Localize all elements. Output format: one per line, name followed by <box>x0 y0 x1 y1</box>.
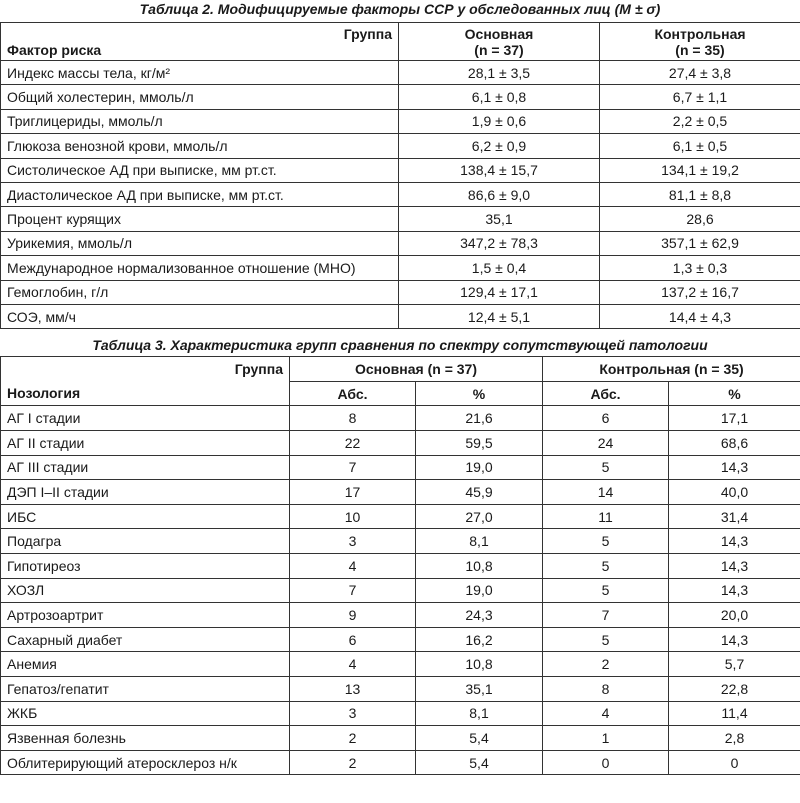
control-abs-value: 5 <box>543 455 669 480</box>
control-abs-value: 5 <box>543 529 669 554</box>
control-abs-value: 5 <box>543 578 669 603</box>
table2-col-main-title: Основная <box>464 25 534 42</box>
risk-factor-cell: СОЭ, мм/ч <box>1 304 399 328</box>
table-row <box>1 504 800 529</box>
table-row <box>1 455 800 480</box>
table-row <box>1 256 800 280</box>
table-row <box>1 726 800 751</box>
main-group-value: 6,1 ± 0,8 <box>399 85 600 109</box>
nosology-cell: АГ I стадии <box>1 406 290 431</box>
table2-col-control-title: Контрольная <box>654 25 746 42</box>
table-row <box>1 158 800 182</box>
table-row <box>1 182 800 206</box>
control-pct-value: 14,3 <box>669 455 800 480</box>
main-abs-value: 8 <box>290 406 416 431</box>
table-row <box>1 207 800 231</box>
table2-title: Таблица 2. Модифицируемые факторы ССР у обследованных лиц (M ± σ) <box>139 1 661 17</box>
control-pct-value: 14,3 <box>669 529 800 554</box>
control-abs-value: 8 <box>543 677 669 702</box>
control-pct-value: 0 <box>669 750 800 775</box>
main-abs-value: 10 <box>290 504 416 529</box>
main-pct-value: 27,0 <box>416 504 543 529</box>
main-pct-value: 16,2 <box>416 627 543 652</box>
nosology-cell: ЖКБ <box>1 701 290 726</box>
table-row <box>1 701 800 726</box>
main-abs-value: 7 <box>290 455 416 480</box>
risk-factor-cell: Глюкоза венозной крови, ммоль/л <box>1 134 399 158</box>
main-abs-value: 7 <box>290 578 416 603</box>
main-abs-value: 6 <box>290 627 416 652</box>
nosology-cell: ИБС <box>1 504 290 529</box>
table-row <box>1 554 800 579</box>
table3-header-row-2 <box>1 381 800 406</box>
nosology-cell: Анемия <box>1 652 290 677</box>
control-group-value: 27,4 ± 3,8 <box>600 61 800 85</box>
table2-col-control-n: (n = 35) <box>675 41 725 58</box>
table2-factor-label: Фактор риска <box>7 42 102 58</box>
nosology-cell: ХОЗЛ <box>1 578 290 603</box>
control-abs-value: 0 <box>543 750 669 775</box>
table-row <box>1 677 800 702</box>
nosology-cell: АГ III стадии <box>1 455 290 480</box>
nosology-cell: Облитерирующий атеросклероз н/к <box>1 750 290 775</box>
table3-main-pct-header: % <box>416 381 543 406</box>
control-pct-value: 14,3 <box>669 578 800 603</box>
control-abs-value: 24 <box>543 431 669 456</box>
control-pct-value: 68,6 <box>669 431 800 456</box>
nosology-cell: Подагра <box>1 529 290 554</box>
table2-col-main-n: (n = 37) <box>474 41 524 58</box>
nosology-cell: Гипотиреоз <box>1 554 290 579</box>
main-pct-value: 5,4 <box>416 750 543 775</box>
main-pct-value: 8,1 <box>416 701 543 726</box>
risk-factor-cell: Международное нормализованное отношение (МНО) <box>1 256 399 280</box>
control-pct-value: 14,3 <box>669 627 800 652</box>
control-group-value: 357,1 ± 62,9 <box>600 231 800 255</box>
table2-header-row <box>1 23 800 61</box>
main-pct-value: 35,1 <box>416 677 543 702</box>
main-pct-value: 59,5 <box>416 431 543 456</box>
main-pct-value: 10,8 <box>416 554 543 579</box>
table-row <box>1 652 800 677</box>
risk-factor-cell: Процент курящих <box>1 207 399 231</box>
risk-factor-cell: Общий холестерин, ммоль/л <box>1 85 399 109</box>
control-abs-value: 5 <box>543 627 669 652</box>
table-row <box>1 406 800 431</box>
main-group-value: 6,2 ± 0,9 <box>399 134 600 158</box>
control-abs-value: 14 <box>543 480 669 505</box>
risk-factor-cell: Систолическое АД при выписке, мм рт.ст. <box>1 158 399 182</box>
main-pct-value: 19,0 <box>416 578 543 603</box>
risk-factor-cell: Урикемия, ммоль/л <box>1 231 399 255</box>
table-row <box>1 85 800 109</box>
nosology-cell: Гепатоз/гепатит <box>1 677 290 702</box>
main-group-value: 1,9 ± 0,6 <box>399 109 600 133</box>
control-abs-value: 5 <box>543 554 669 579</box>
control-abs-value: 11 <box>543 504 669 529</box>
risk-factor-cell: Диастолическое АД при выписке, мм рт.ст. <box>1 182 399 206</box>
main-abs-value: 2 <box>290 750 416 775</box>
control-pct-value: 22,8 <box>669 677 800 702</box>
main-group-value: 35,1 <box>399 207 600 231</box>
table-row <box>1 431 800 456</box>
table-row <box>1 627 800 652</box>
table2-corner-header <box>1 23 399 61</box>
main-group-value: 12,4 ± 5,1 <box>399 304 600 328</box>
table3-control-abs-header: Абс. <box>543 381 669 406</box>
main-abs-value: 13 <box>290 677 416 702</box>
table-row <box>1 750 800 775</box>
main-pct-value: 8,1 <box>416 529 543 554</box>
table3-col-control: Контрольная (n = 35) <box>543 357 800 382</box>
risk-factor-cell: Гемоглобин, г/л <box>1 280 399 304</box>
risk-factor-cell: Индекс массы тела, кг/м² <box>1 61 399 85</box>
table3-col-main: Основная (n = 37) <box>290 357 543 382</box>
table-row <box>1 109 800 133</box>
table3-control-pct-header: % <box>669 381 800 406</box>
table2-col-control <box>600 23 800 61</box>
main-pct-value: 45,9 <box>416 480 543 505</box>
table-row <box>1 61 800 85</box>
main-abs-value: 2 <box>290 726 416 751</box>
control-group-value: 28,6 <box>600 207 800 231</box>
table3 <box>0 356 800 775</box>
table-row <box>1 280 800 304</box>
control-group-value: 6,7 ± 1,1 <box>600 85 800 109</box>
table-row <box>1 480 800 505</box>
main-pct-value: 19,0 <box>416 455 543 480</box>
control-pct-value: 40,0 <box>669 480 800 505</box>
control-pct-value: 5,7 <box>669 652 800 677</box>
main-group-value: 129,4 ± 17,1 <box>399 280 600 304</box>
control-abs-value: 1 <box>543 726 669 751</box>
control-group-value: 137,2 ± 16,7 <box>600 280 800 304</box>
table2 <box>0 22 800 329</box>
control-group-value: 2,2 ± 0,5 <box>600 109 800 133</box>
nosology-cell: Язвенная болезнь <box>1 726 290 751</box>
control-pct-value: 14,3 <box>669 554 800 579</box>
nosology-cell: ДЭП I–II стадии <box>1 480 290 505</box>
control-group-value: 1,3 ± 0,3 <box>600 256 800 280</box>
table3-title: Таблица 3. Характеристика групп сравнения по спектру сопутствующей патологии <box>92 337 708 354</box>
nosology-cell: Артрозоартрит <box>1 603 290 628</box>
control-group-value: 14,4 ± 4,3 <box>600 304 800 328</box>
risk-factor-cell: Триглицериды, ммоль/л <box>1 109 399 133</box>
control-abs-value: 6 <box>543 406 669 431</box>
control-group-value: 81,1 ± 8,8 <box>600 182 800 206</box>
main-pct-value: 21,6 <box>416 406 543 431</box>
table2-col-main <box>399 23 600 61</box>
control-abs-value: 4 <box>543 701 669 726</box>
control-abs-value: 2 <box>543 652 669 677</box>
main-pct-value: 5,4 <box>416 726 543 751</box>
table3-group-label: Группа <box>1 357 290 382</box>
table-row <box>1 603 800 628</box>
control-pct-value: 11,4 <box>669 701 800 726</box>
main-abs-value: 3 <box>290 701 416 726</box>
table-row <box>1 231 800 255</box>
control-group-value: 134,1 ± 19,2 <box>600 158 800 182</box>
main-pct-value: 10,8 <box>416 652 543 677</box>
main-abs-value: 4 <box>290 652 416 677</box>
main-group-value: 86,6 ± 9,0 <box>399 182 600 206</box>
table2-group-label: Группа <box>343 26 392 42</box>
control-pct-value: 2,8 <box>669 726 800 751</box>
table-row <box>1 134 800 158</box>
control-abs-value: 7 <box>543 603 669 628</box>
table3-nosology-label: Нозология <box>1 381 290 406</box>
main-abs-value: 22 <box>290 431 416 456</box>
main-abs-value: 4 <box>290 554 416 579</box>
main-group-value: 138,4 ± 15,7 <box>399 158 600 182</box>
main-group-value: 1,5 ± 0,4 <box>399 256 600 280</box>
table-row <box>1 304 800 328</box>
main-group-value: 28,1 ± 3,5 <box>399 61 600 85</box>
control-group-value: 6,1 ± 0,5 <box>600 134 800 158</box>
main-abs-value: 17 <box>290 480 416 505</box>
main-pct-value: 24,3 <box>416 603 543 628</box>
table3-main-abs-header: Абс. <box>290 381 416 406</box>
control-pct-value: 20,0 <box>669 603 800 628</box>
table-row <box>1 578 800 603</box>
nosology-cell: Сахарный диабет <box>1 627 290 652</box>
table-row <box>1 529 800 554</box>
main-group-value: 347,2 ± 78,3 <box>399 231 600 255</box>
table3-header-row-1 <box>1 357 800 382</box>
main-abs-value: 3 <box>290 529 416 554</box>
control-pct-value: 17,1 <box>669 406 800 431</box>
control-pct-value: 31,4 <box>669 504 800 529</box>
nosology-cell: АГ II стадии <box>1 431 290 456</box>
main-abs-value: 9 <box>290 603 416 628</box>
